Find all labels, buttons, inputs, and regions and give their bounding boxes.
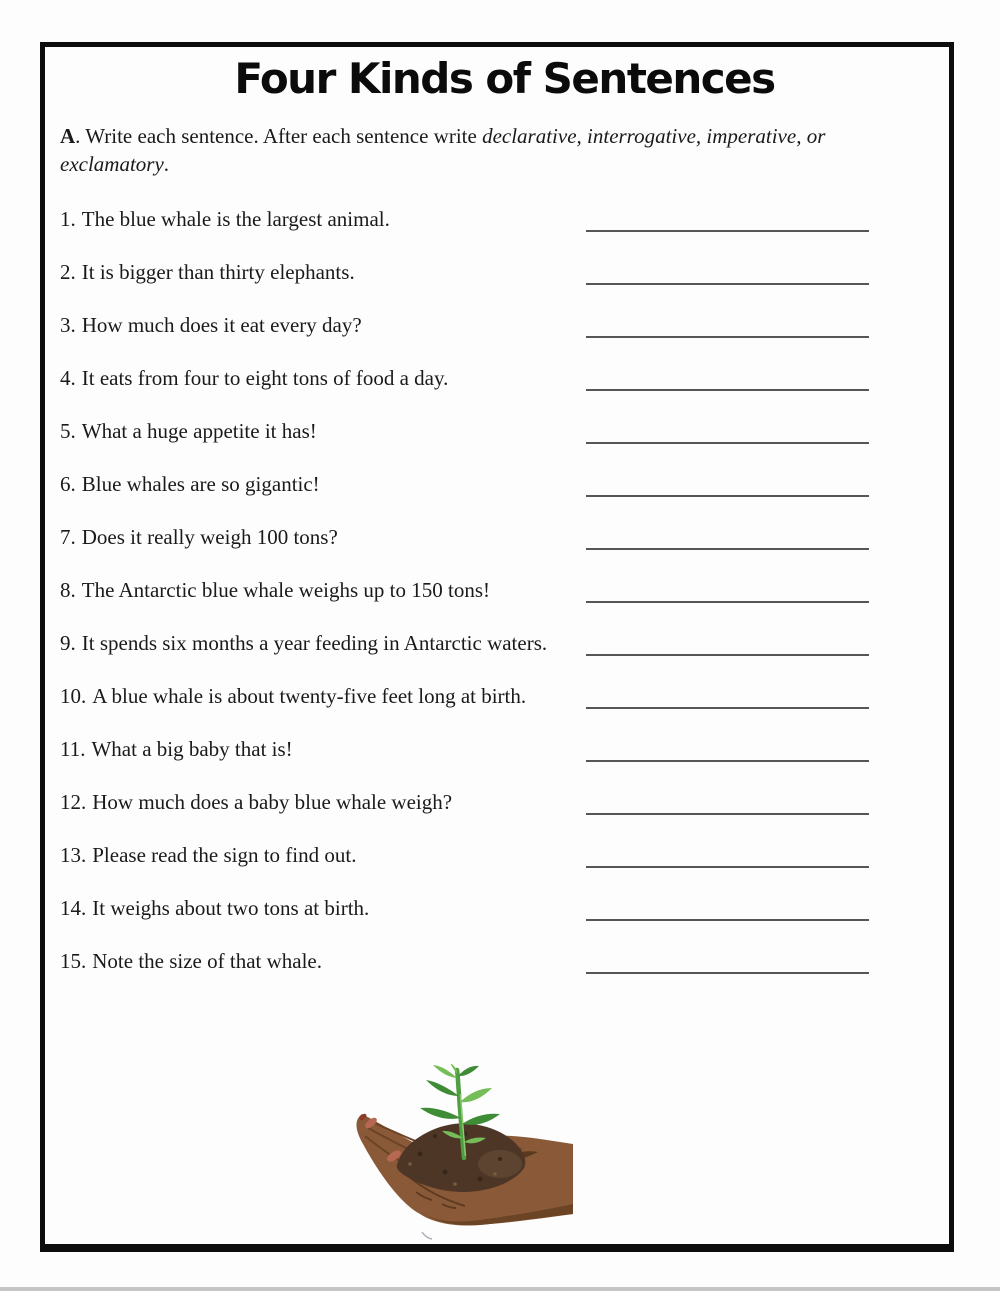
item-number: 1.	[60, 206, 76, 231]
answer-blank[interactable]	[586, 918, 869, 921]
item-sentence	[60, 419, 317, 444]
leaf	[420, 1108, 461, 1119]
item-number: 8.	[60, 577, 76, 602]
page-title: Four Kinds of Sentences	[234, 54, 775, 103]
item-number: 5.	[60, 418, 76, 443]
item-text: The blue whale is the largest animal.	[81, 206, 390, 231]
ground-mark	[422, 1232, 432, 1239]
item-text: How much does a baby blue whale weigh?	[92, 789, 453, 814]
item-number: 15.	[60, 948, 87, 973]
item-sentence	[60, 790, 452, 815]
items-list	[60, 207, 949, 976]
leaf	[462, 1114, 500, 1125]
item-text: Note the size of that whale.	[92, 948, 322, 973]
worksheet-item	[60, 896, 869, 923]
item-text: It is bigger than thirty elephants.	[81, 259, 355, 284]
item-number: 10.	[60, 683, 87, 708]
soil-speckle	[453, 1182, 457, 1186]
answer-blank[interactable]	[586, 812, 869, 815]
leaf	[450, 1064, 457, 1074]
leaf	[426, 1080, 459, 1096]
worksheet-item	[60, 207, 869, 234]
soil-speckle	[418, 1152, 423, 1157]
item-sentence	[60, 313, 362, 338]
item-number: 14.	[60, 895, 87, 920]
item-number: 12.	[60, 789, 87, 814]
item-text: A blue whale is about twenty-five feet long at birth.	[92, 683, 527, 708]
leaf	[460, 1088, 492, 1102]
soil-speckle	[443, 1170, 448, 1175]
item-sentence	[60, 366, 448, 391]
item-sentence	[60, 896, 369, 921]
soil-speckle	[478, 1177, 483, 1182]
item-text: It spends six months a year feeding in Antarctic waters.	[81, 630, 548, 655]
item-sentence	[60, 525, 338, 550]
soil-speckle	[408, 1162, 412, 1166]
soil-speckle	[433, 1134, 437, 1138]
item-number: 7.	[60, 524, 76, 549]
item-sentence	[60, 631, 547, 656]
worksheet-item	[60, 419, 869, 446]
worksheet-item	[60, 313, 869, 340]
item-text: It eats from four to eight tons of food a day.	[81, 365, 449, 390]
soil-speckle	[493, 1172, 497, 1176]
item-text: It weighs about two tons at birth.	[92, 895, 370, 920]
worksheet-item	[60, 631, 869, 658]
item-number: 4.	[60, 365, 76, 390]
item-number: 2.	[60, 259, 76, 284]
worksheet-item	[60, 843, 869, 870]
item-number: 3.	[60, 312, 76, 337]
worksheet-item	[60, 790, 869, 817]
item-sentence	[60, 684, 526, 709]
instructions	[60, 123, 925, 178]
item-number: 11.	[60, 736, 86, 761]
item-number: 13.	[60, 842, 87, 867]
item-text: Does it really weigh 100 tons?	[81, 524, 338, 549]
item-sentence	[60, 578, 490, 603]
bottom-edge-strip	[0, 1287, 1000, 1291]
worksheet-item	[60, 578, 869, 605]
answer-blank[interactable]	[586, 706, 869, 709]
instruction-italic-line1: declarative, interrogative, imperative, or	[482, 124, 826, 149]
answer-blank[interactable]	[586, 971, 869, 974]
item-number: 9.	[60, 630, 76, 655]
item-text: The Antarctic blue whale weighs up to 150 tons!	[81, 577, 490, 602]
item-text: Please read the sign to find out.	[92, 842, 357, 867]
item-sentence	[60, 949, 322, 974]
worksheet-item	[60, 737, 869, 764]
soil-light-patch	[478, 1150, 522, 1178]
answer-blank[interactable]	[586, 335, 869, 338]
answer-blank[interactable]	[586, 600, 869, 603]
worksheet-item	[60, 260, 869, 287]
answer-blank[interactable]	[586, 865, 869, 868]
hand-holding-seedling-illustration	[350, 1064, 578, 1240]
answer-blank[interactable]	[586, 653, 869, 656]
item-sentence	[60, 207, 390, 232]
item-sentence	[60, 472, 320, 497]
instruction-italic-line2: exclamatory	[60, 152, 164, 177]
answer-blank[interactable]	[586, 547, 869, 550]
answer-blank[interactable]	[586, 388, 869, 391]
item-sentence	[60, 737, 293, 762]
answer-blank[interactable]	[586, 282, 869, 285]
worksheet-item	[60, 684, 869, 711]
worksheet-item	[60, 525, 869, 552]
instruction-lead: . Write each sentence. After each sentence write	[75, 124, 483, 149]
instruction-label: A	[60, 124, 76, 149]
item-number: 6.	[60, 471, 76, 496]
item-sentence	[60, 843, 356, 868]
worksheet-item	[60, 472, 869, 499]
worksheet-item	[60, 949, 869, 976]
worksheet-item	[60, 366, 869, 393]
instruction-tail: .	[163, 152, 170, 177]
item-text: What a huge appetite it has!	[81, 418, 317, 443]
leaf	[458, 1066, 479, 1076]
answer-blank[interactable]	[586, 441, 869, 444]
answer-blank[interactable]	[586, 759, 869, 762]
item-sentence	[60, 260, 355, 285]
item-text: How much does it eat every day?	[81, 312, 362, 337]
soil-speckle	[498, 1157, 502, 1161]
item-text: What a big baby that is!	[91, 736, 293, 761]
page-content	[45, 55, 949, 976]
answer-blank[interactable]	[586, 229, 869, 232]
answer-blank[interactable]	[586, 494, 869, 497]
item-text: Blue whales are so gigantic!	[81, 471, 320, 496]
